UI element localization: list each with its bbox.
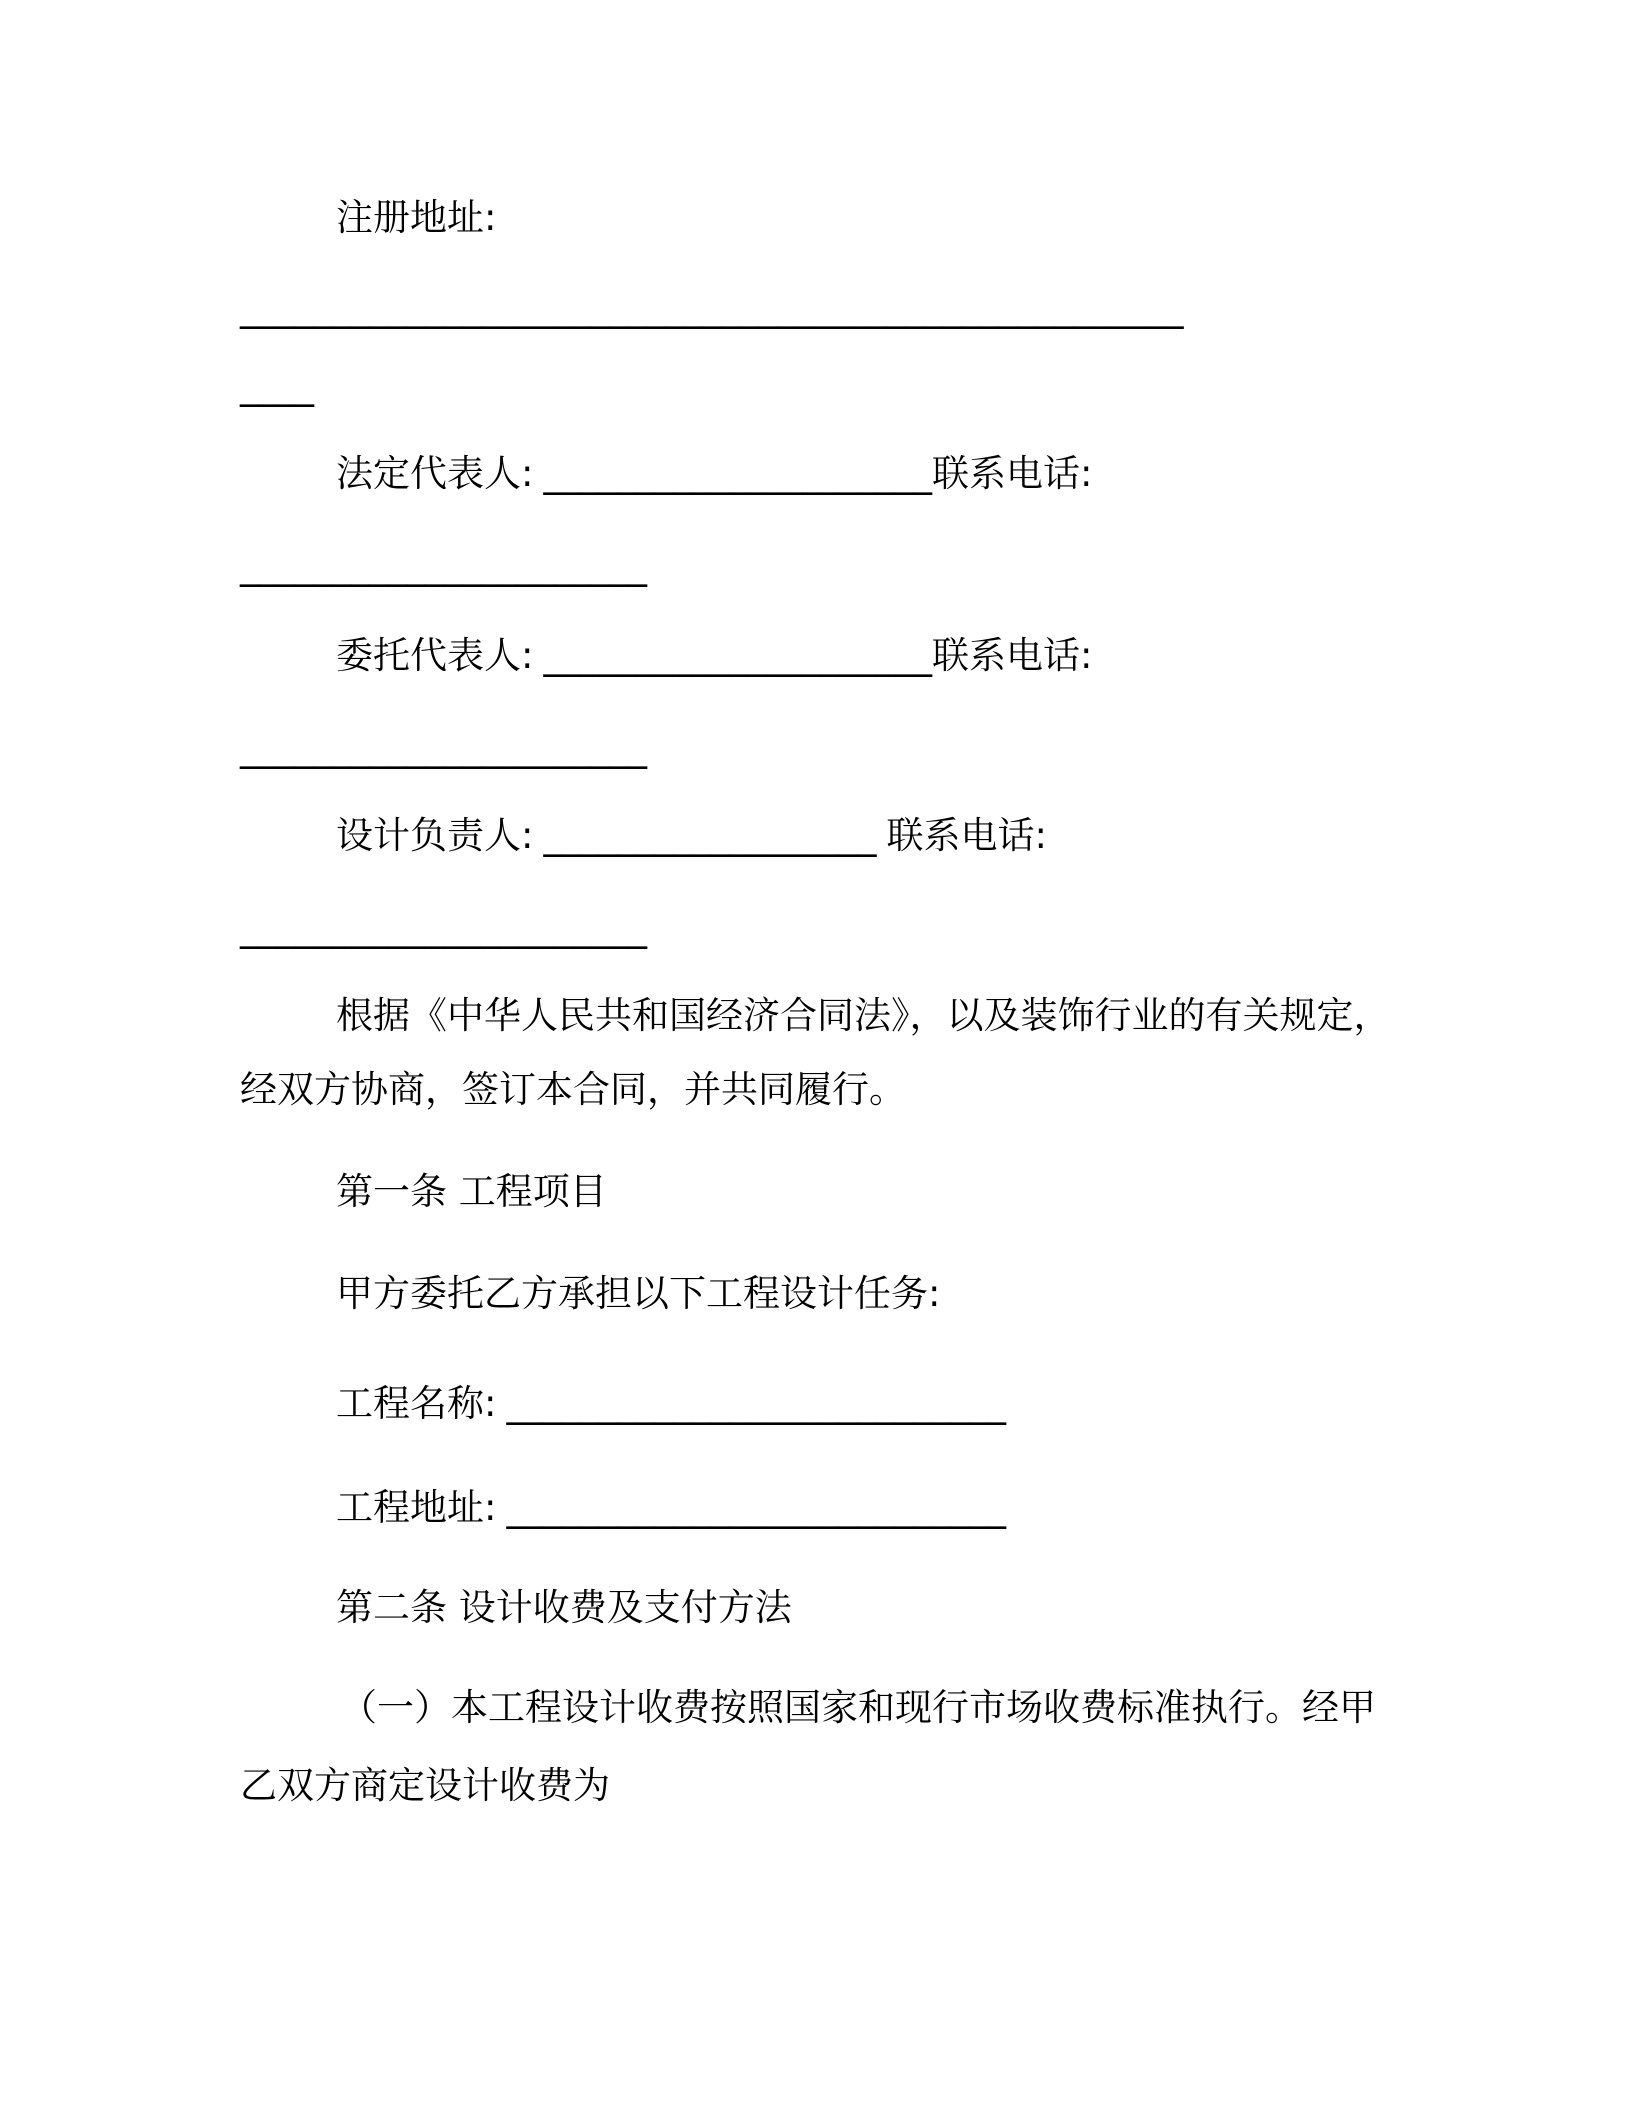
legal-representative-label: 法定代表人: [336,452,534,495]
entrusted-representative-line [336,634,1092,678]
design-lead-blank: __________________ [543,814,877,857]
entrusted-representative-phone-blank: ______________________ [240,726,647,769]
project-name-label: 工程名称: [336,1382,497,1425]
entrusted-representative-blank: _____________________ [543,634,932,677]
project-name-blank: ___________________________ [506,1382,1006,1425]
legal-representative-phone-blank: ______________________ [240,544,647,587]
design-lead-phone-blank: ______________________ [240,906,647,949]
design-lead-label: 设计负责人: [336,814,534,857]
article-2-item-1-line-1: （一）本工程设计收费按照国家和现行市场收费标准执行。经甲 [340,1686,1376,1729]
article-2-title: 第二条 设计收费及支付方法 [336,1586,792,1629]
project-address-line [336,1486,1006,1530]
preamble-line-2: 经双方协商，签订本合同，并共同履行。 [240,1068,906,1111]
article-1-intro: 甲方委托乙方承担以下工程设计任务: [336,1272,941,1315]
design-lead-line [336,814,1047,858]
project-name-line [336,1382,1006,1426]
legal-representative-line [336,452,1092,496]
legal-representative-phone-label: 联系电话: [931,452,1093,495]
registered-address-label: 注册地址: [336,196,497,239]
design-lead-phone-label: 联系电话: [886,814,1047,857]
article-1-title: 第一条 工程项目 [336,1170,607,1213]
preamble-line-1: 根据《中华人民共和国经济合同法》，以及装饰行业的有关规定， [336,994,1391,1037]
registered-address-blank-line-1: ___________________________________________________ [240,286,1184,329]
registered-address-blank-line-2: ____ [240,364,314,407]
legal-representative-blank: _____________________ [543,452,932,495]
project-address-blank: ___________________________ [506,1486,1006,1529]
project-address-label: 工程地址: [336,1486,497,1529]
article-2-item-1-line-2: 乙双方商定设计收费为 [240,1764,610,1807]
entrusted-representative-phone-label: 联系电话: [931,634,1093,677]
entrusted-representative-label: 委托代表人: [336,634,534,677]
